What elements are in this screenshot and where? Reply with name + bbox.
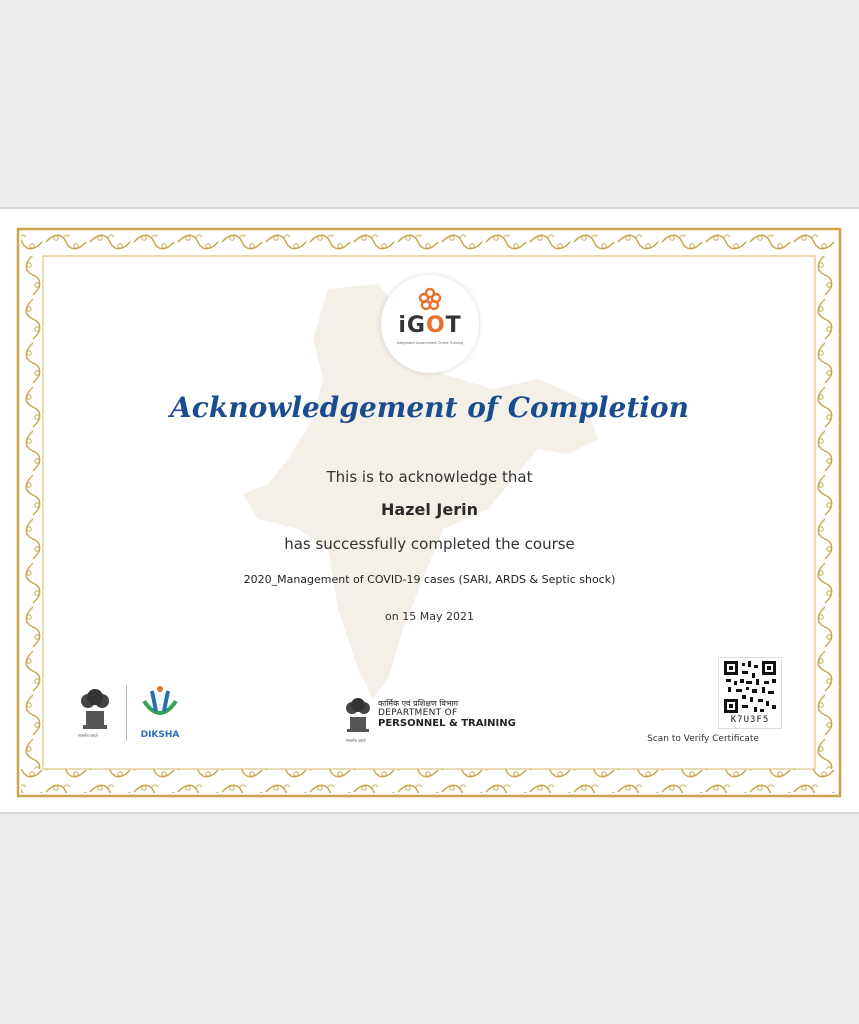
- igot-logo: [381, 275, 479, 373]
- footer-divider: [126, 685, 127, 741]
- igot-tagline: Integrated Government Online Training: [396, 341, 464, 345]
- certificate-title: Acknowledgement of Completion: [170, 391, 689, 424]
- diksha-label: DIKSHA: [140, 730, 180, 740]
- verification-qr[interactable]: [718, 657, 782, 729]
- dopt-line-1: DEPARTMENT OF: [378, 708, 458, 718]
- scan-instruction: Scan to Verify Certificate: [647, 734, 759, 744]
- dopt-hindi-name: कार्मिक एवं प्रशिक्षण विभाग: [378, 699, 459, 708]
- dopt-line-2: PERSONNEL & TRAINING: [378, 718, 516, 729]
- completion-date: on 15 May 2021: [385, 610, 474, 623]
- completion-text: has successfully completed the course: [284, 535, 575, 553]
- qr-code-icon: [719, 658, 781, 714]
- dopt-emblem-caption: सत्यमेव जयते: [346, 738, 366, 743]
- certificate-sheet: [0, 207, 859, 814]
- dopt-emblem-icon: [342, 693, 374, 741]
- diksha-logo-icon: [140, 681, 180, 727]
- intro-text: This is to acknowledge that: [326, 468, 533, 486]
- igot-wordmark: iGOT: [398, 313, 462, 338]
- recipient-name: Hazel Jerin: [381, 500, 478, 519]
- course-name: 2020_Management of COVID-19 cases (SARI, ARDS & Septic shock): [243, 573, 616, 586]
- qr-code-text: K7U3F5: [730, 715, 770, 725]
- emblem-caption: सत्यमेव जयते: [78, 733, 98, 738]
